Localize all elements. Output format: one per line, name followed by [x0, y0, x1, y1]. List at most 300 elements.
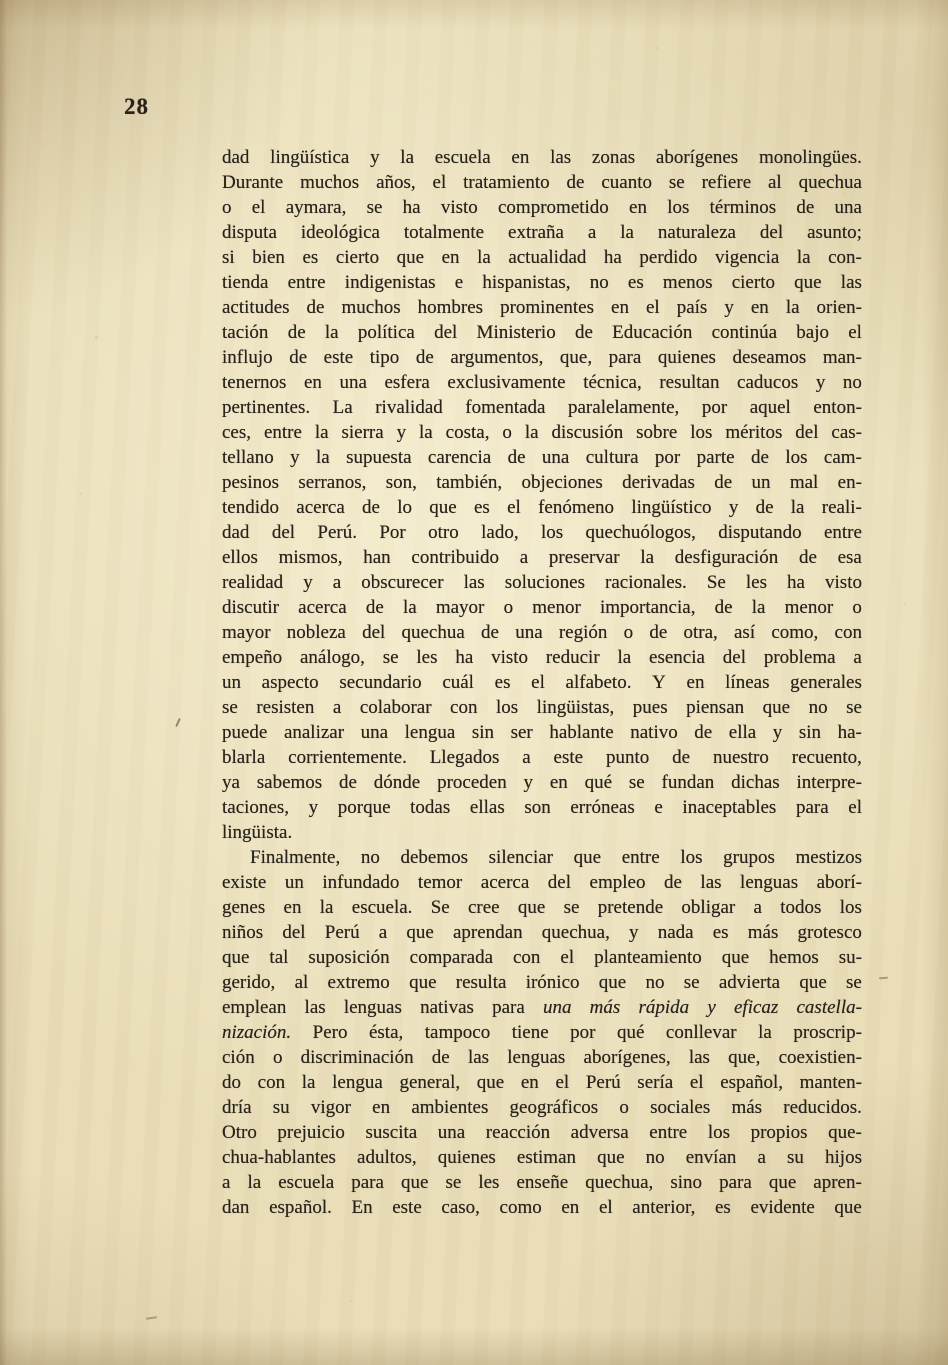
- stray-ink-mark: [175, 718, 181, 727]
- word: sabemos: [256, 772, 323, 793]
- word: hombres: [417, 297, 484, 318]
- text-line: [222, 847, 862, 872]
- word: acerca: [298, 597, 347, 618]
- word: por: [570, 1022, 596, 1043]
- word: suposición: [308, 947, 390, 968]
- word: porque: [337, 797, 391, 818]
- word: el: [432, 172, 447, 193]
- word: de: [649, 622, 668, 643]
- word: en: [520, 1072, 539, 1093]
- word: el: [560, 947, 575, 968]
- word: grupos: [723, 847, 775, 868]
- word: una: [437, 1122, 466, 1143]
- word: y: [629, 922, 639, 943]
- text-line: [222, 247, 862, 272]
- word: otra,: [683, 622, 718, 643]
- word: al: [294, 972, 309, 993]
- word: del: [282, 922, 306, 943]
- word: español.: [269, 1197, 332, 1218]
- word: que: [799, 972, 827, 993]
- word: Perú: [324, 922, 360, 943]
- word: La: [332, 397, 353, 418]
- word: niños: [222, 922, 264, 943]
- word: todos: [780, 897, 822, 918]
- word: más: [747, 922, 779, 943]
- word: y: [396, 422, 407, 443]
- word: tenernos: [222, 372, 287, 393]
- word: de: [714, 597, 733, 618]
- word: asunto;: [807, 222, 862, 243]
- word: recuento,: [791, 747, 862, 768]
- text-line: [222, 697, 862, 722]
- word: entre: [621, 847, 660, 868]
- text-line: [222, 197, 862, 222]
- word: méritos: [725, 422, 783, 443]
- word: aquel: [749, 397, 791, 418]
- word: tratamiento: [463, 172, 550, 193]
- word: un: [222, 672, 241, 693]
- word: ha: [787, 572, 805, 593]
- word: o: [502, 422, 512, 443]
- text-line: [222, 1122, 862, 1147]
- word: interpre-: [796, 772, 862, 793]
- word: Educación: [612, 322, 693, 343]
- word: o: [619, 1097, 629, 1118]
- word: se: [628, 772, 645, 793]
- word: de: [574, 322, 593, 343]
- word: Y: [652, 672, 666, 693]
- word: entre: [823, 522, 862, 543]
- word: les: [416, 647, 438, 668]
- word-italic: nización.: [222, 1022, 292, 1043]
- paragraph: [222, 147, 862, 847]
- word: es: [302, 247, 319, 268]
- text-line: [222, 397, 862, 422]
- word: reducir: [545, 647, 600, 668]
- word: español,: [720, 1072, 783, 1093]
- word: que: [834, 1197, 862, 1218]
- text-line: [222, 572, 862, 597]
- word: este: [553, 747, 584, 768]
- word: Pero: [312, 1022, 348, 1043]
- word: tal: [269, 947, 289, 968]
- word: anterior,: [632, 1197, 696, 1218]
- word: dad: [222, 522, 250, 543]
- word: y: [523, 772, 534, 793]
- word: país: [676, 297, 708, 318]
- word: resisten: [256, 697, 315, 718]
- word: resulta: [455, 972, 507, 993]
- word: parte: [696, 447, 735, 468]
- word: o: [272, 1047, 283, 1068]
- word: para: [608, 347, 642, 368]
- word: actualidad: [508, 247, 587, 268]
- word: enton-: [813, 397, 862, 418]
- word: se: [846, 697, 862, 718]
- word: con: [834, 622, 862, 643]
- word: fundan: [661, 772, 715, 793]
- word: que: [400, 1172, 429, 1193]
- word: para: [795, 797, 829, 818]
- word: planteamiento: [594, 947, 702, 968]
- word: que: [429, 497, 457, 518]
- word: así: [734, 622, 756, 643]
- word: problema: [763, 647, 836, 668]
- word: adultos,: [357, 1147, 417, 1168]
- word: nuestro: [712, 747, 769, 768]
- word: que: [794, 272, 822, 293]
- word: los: [680, 847, 703, 868]
- word: de: [431, 1047, 450, 1068]
- word: técnica,: [583, 372, 642, 393]
- word: de: [365, 597, 384, 618]
- word: el: [251, 197, 266, 218]
- word: racionales.: [605, 572, 687, 593]
- word: y: [303, 572, 313, 593]
- word: no: [808, 697, 828, 718]
- word: apren-: [813, 1172, 862, 1193]
- word: importancia,: [599, 597, 696, 618]
- stray-ink-mark: [879, 977, 888, 980]
- paper-speck: [656, 47, 658, 49]
- word: ésta,: [368, 1022, 404, 1043]
- word: carencia: [427, 447, 492, 468]
- word: se: [846, 972, 862, 993]
- word: aprendan: [452, 922, 523, 943]
- word: en: [686, 672, 705, 693]
- word: de: [755, 497, 774, 518]
- word: Se: [430, 897, 450, 918]
- word: envían: [685, 1147, 737, 1168]
- word: la: [419, 422, 433, 443]
- word: la: [247, 1172, 262, 1193]
- word: paralelamente,: [568, 397, 680, 418]
- word: son,: [385, 472, 417, 493]
- word: este: [392, 1197, 422, 1218]
- text-line: [222, 1147, 862, 1172]
- word: caducos: [737, 372, 799, 393]
- word: del: [722, 647, 746, 668]
- word: suscita: [365, 1122, 418, 1143]
- word: grotesco: [797, 922, 862, 943]
- word: prejuicio: [277, 1122, 345, 1143]
- word: cuál: [442, 672, 474, 693]
- word: sobre: [636, 422, 678, 443]
- word: que: [762, 697, 791, 718]
- word: los: [690, 422, 713, 443]
- word: la: [617, 647, 632, 668]
- word: de: [289, 347, 308, 368]
- word: argumentos,: [450, 347, 544, 368]
- word: nada: [657, 922, 694, 943]
- word-italic: rápida: [638, 997, 690, 1018]
- word: adversa: [570, 1122, 629, 1143]
- word: y: [724, 297, 734, 318]
- text-line: [222, 347, 862, 372]
- word: a: [587, 222, 597, 243]
- word: no: [645, 972, 665, 993]
- word: o: [503, 597, 514, 618]
- word: esfera: [384, 372, 430, 393]
- text-line: [222, 872, 862, 897]
- word: refiere: [701, 172, 752, 193]
- word: lenguas: [507, 1047, 566, 1068]
- word: si: [222, 247, 235, 268]
- word: ha-: [837, 722, 862, 743]
- word: lenguas: [343, 997, 402, 1018]
- line-text: lingüista.: [222, 822, 293, 843]
- word: extraña: [508, 222, 564, 243]
- text-line: [222, 647, 862, 672]
- word: el: [507, 497, 521, 518]
- text-line: [222, 1197, 862, 1222]
- word: es: [714, 1197, 731, 1218]
- word: se: [445, 1172, 462, 1193]
- word: ellas: [469, 797, 505, 818]
- word: discriminación: [300, 1047, 414, 1068]
- word: chua-hablantes: [222, 1147, 336, 1168]
- word: hablante: [549, 722, 614, 743]
- word: una: [515, 622, 543, 643]
- word: las: [467, 1047, 490, 1068]
- word: las: [840, 272, 862, 293]
- text-line: [222, 722, 862, 747]
- word: menos: [662, 272, 713, 293]
- word: reacción: [485, 1122, 551, 1143]
- word: términos: [709, 197, 777, 218]
- word: alfabeto.: [565, 672, 632, 693]
- word: una: [360, 722, 389, 743]
- word: ha: [402, 197, 421, 218]
- word: orien-: [816, 297, 862, 318]
- word: derivadas: [622, 472, 695, 493]
- word: sin: [471, 722, 495, 743]
- word: es: [712, 922, 729, 943]
- word: cam-: [823, 447, 862, 468]
- word-italic: más: [589, 997, 621, 1018]
- word: que: [597, 1147, 625, 1168]
- word: tipo: [369, 347, 400, 368]
- word-italic: una: [542, 997, 572, 1018]
- word: las: [550, 147, 572, 168]
- word: a: [853, 647, 862, 668]
- word: por: [654, 447, 681, 468]
- word: Durante: [222, 172, 284, 193]
- word: es: [494, 672, 511, 693]
- word: sierra: [341, 422, 384, 443]
- word: la: [477, 247, 491, 268]
- word: empeño: [222, 647, 283, 668]
- word: no: [842, 372, 862, 393]
- text-line: [222, 272, 862, 297]
- text-line: [222, 822, 862, 847]
- word: líneas: [725, 672, 770, 693]
- word: se: [382, 647, 399, 668]
- word: evidente: [750, 1197, 815, 1218]
- text-line: [222, 422, 862, 447]
- word: entre: [649, 1122, 688, 1143]
- word: cas-: [831, 422, 862, 443]
- text-line: [222, 1172, 862, 1197]
- word: dan: [222, 1197, 250, 1218]
- word: blarla: [222, 747, 266, 768]
- word: con: [450, 697, 478, 718]
- word: ambientes: [411, 1097, 489, 1118]
- text-line: [222, 147, 862, 172]
- word: análogo,: [299, 647, 365, 668]
- word: comprometido: [498, 197, 609, 218]
- word: ellos: [222, 547, 258, 568]
- word: su-: [838, 947, 862, 968]
- word: bajo: [796, 322, 829, 343]
- word: que: [598, 972, 627, 993]
- word: la: [315, 447, 330, 468]
- word: la: [301, 1072, 316, 1093]
- word: lingüístico: [631, 497, 712, 518]
- word: del: [434, 322, 458, 343]
- word: con: [257, 1072, 286, 1093]
- page-number: 28: [124, 94, 149, 119]
- word: en: [441, 247, 460, 268]
- word: rivalidad: [375, 397, 443, 418]
- word: actitudes: [222, 297, 290, 318]
- word: comparada: [409, 947, 494, 968]
- word: ella: [728, 722, 757, 743]
- word: a: [222, 1172, 231, 1193]
- word: un: [751, 472, 771, 493]
- word: continúa: [711, 322, 778, 343]
- word: quechua,: [541, 922, 610, 943]
- word: otro: [428, 522, 459, 543]
- word: la: [402, 597, 417, 618]
- word: o: [852, 597, 862, 618]
- word: a: [332, 697, 342, 718]
- word: estiman: [516, 1147, 577, 1168]
- word: a: [332, 572, 342, 593]
- word: con-: [828, 247, 862, 268]
- text-line: [222, 1047, 862, 1072]
- paper-speck: [904, 603, 906, 605]
- word: Se: [706, 572, 726, 593]
- word: en: [511, 147, 530, 168]
- word: la: [758, 1022, 772, 1043]
- word: mal: [789, 472, 819, 493]
- word: se: [668, 172, 685, 193]
- word: soluciones: [504, 572, 585, 593]
- word: proceden: [437, 772, 507, 793]
- text-line: [222, 947, 862, 972]
- word: caso,: [441, 1197, 480, 1218]
- word: lengua: [332, 1072, 383, 1093]
- word: la: [796, 247, 811, 268]
- word: que: [476, 1072, 505, 1093]
- word: el: [645, 297, 660, 318]
- word: de: [306, 297, 325, 318]
- word: en: [561, 1197, 580, 1218]
- word: cierto: [731, 272, 775, 293]
- word: para: [492, 997, 525, 1018]
- word: coexistien-: [778, 1047, 862, 1068]
- word: tampoco: [424, 1022, 491, 1043]
- word: exclusivamente: [447, 372, 566, 393]
- word: pesinos: [222, 472, 279, 493]
- word: su: [787, 1147, 804, 1168]
- word: a: [757, 1147, 766, 1168]
- word: tiene: [511, 1022, 549, 1043]
- word: en: [750, 297, 769, 318]
- word: de: [796, 197, 815, 218]
- word: mismos,: [278, 547, 343, 568]
- word: obscurecer: [361, 572, 444, 593]
- word: ha: [455, 647, 474, 668]
- text-line: [222, 297, 862, 322]
- word: quechua: [798, 172, 862, 193]
- word: quechuólogos,: [585, 522, 696, 543]
- text-line: [222, 1097, 862, 1122]
- word: sino: [670, 1172, 703, 1193]
- word: de: [339, 772, 357, 793]
- paper-speck: [95, 336, 98, 339]
- paper-speck: [350, 1300, 352, 1302]
- word: proscrip-: [793, 1022, 862, 1043]
- text-line: [222, 322, 862, 347]
- word: naturaleza: [657, 222, 736, 243]
- word: la: [524, 422, 539, 443]
- word: las: [688, 1047, 710, 1068]
- text-line: [222, 897, 862, 922]
- word: escuela: [434, 147, 491, 168]
- word: fomentada: [465, 397, 546, 418]
- word: en: [611, 297, 629, 318]
- word: de: [362, 497, 380, 518]
- word: ción: [222, 1047, 255, 1068]
- word: o: [222, 197, 232, 218]
- word: monolingües.: [758, 147, 862, 168]
- word: ya: [222, 772, 240, 793]
- word: ces,: [222, 422, 252, 443]
- word: que: [396, 247, 425, 268]
- word: se: [366, 197, 383, 218]
- word: les: [745, 572, 767, 593]
- word: quienes: [657, 347, 716, 368]
- word: Finalmente,: [250, 847, 341, 868]
- word: fenómeno: [538, 497, 615, 518]
- word: colaborar: [359, 697, 432, 718]
- word: objeciones: [521, 472, 603, 493]
- word: corrientemente.: [288, 747, 407, 768]
- word: no: [360, 847, 380, 868]
- word: supuesta: [346, 447, 412, 468]
- word: erróneas: [570, 797, 635, 818]
- word: lado,: [481, 522, 519, 543]
- word: hijos: [825, 1147, 862, 1168]
- word: o: [623, 622, 634, 643]
- text-line: [222, 372, 862, 397]
- word: a: [378, 922, 388, 943]
- word: quienes: [437, 1147, 496, 1168]
- text-line: [222, 522, 862, 547]
- word: también,: [436, 472, 503, 493]
- text-line: [222, 547, 862, 572]
- word: temor: [417, 872, 463, 893]
- word: visto: [491, 647, 529, 668]
- word: lengua: [404, 722, 456, 743]
- text-line: [222, 1022, 862, 1047]
- word: inaceptables: [682, 797, 777, 818]
- word: de: [694, 722, 713, 743]
- word: obligar: [681, 897, 736, 918]
- word: la: [324, 322, 339, 343]
